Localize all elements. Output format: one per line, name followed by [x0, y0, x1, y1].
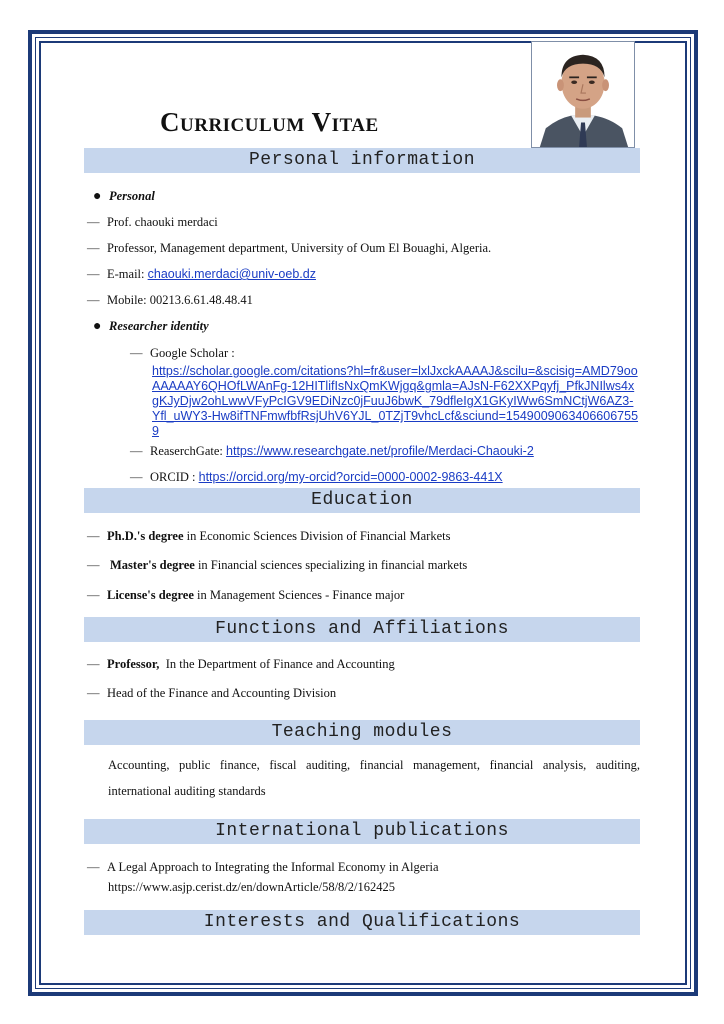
function-head: Head of the Finance and Accounting Division: [107, 686, 337, 700]
section-header-teaching-modules: Teaching modules: [84, 720, 640, 745]
dash-icon: —: [87, 588, 100, 602]
education-degree: Ph.D.'s degree: [107, 529, 184, 543]
section-header-functions-affiliations: Functions and Affiliations: [84, 617, 640, 642]
email-link[interactable]: chaouki.merdaci@univ-oeb.dz: [147, 267, 316, 281]
section-header-interests-qualifications: Interests and Qualifications: [84, 910, 640, 935]
teaching-modules-text: Accounting, public finance, fiscal auditing, financial management, financial analysis, auditing, international auditing standards: [108, 758, 640, 798]
cv-title: Curriculum Vitae: [160, 107, 379, 137]
profile-photo: [531, 41, 635, 148]
education-item: [87, 528, 450, 544]
dash-icon: —: [87, 241, 100, 255]
bullet-researcher-identity: [87, 318, 209, 335]
dash-icon: —: [87, 686, 100, 700]
section-header-education: Education: [84, 488, 640, 513]
personal-mobile-line: [87, 292, 253, 308]
personal-email-line: [87, 266, 316, 282]
personal-position-line: [87, 240, 491, 256]
dash-icon: —: [87, 558, 100, 572]
orcid-link[interactable]: https://orcid.org/my-orcid?orcid=0000-0002-9863-441X: [198, 470, 503, 484]
dash-icon: —: [87, 860, 100, 874]
publication-title: A Legal Approach to Integrating the Informal Economy in Algeria: [107, 860, 439, 874]
orcid-line: [130, 469, 503, 485]
google-scholar-link[interactable]: https://scholar.google.com/citations?hl=fr&user=lxlJxckAAAAJ&scilu=&scisig=AMD79ooAAAAAY6QHOfLWAnFg-12HITlifIsNxQmKWjgq&gmla=AJsN-F62XXPqyfj_PfkJNIlws4xgKJyDjw2ohLwwVFyPcIGV9EDiNzc0jFuuJ6bwK_79dfleIgX1GKyIWw6SmNCtjW6AZ3-Yfl_uWY3-Hw8ifTNFmwfbfRsjUhV6YJL_0TZjT9vhcLcf&sciund=15490090634066067559: [152, 364, 639, 438]
bullet-researcher-label: Researcher identity: [109, 319, 209, 333]
researchgate-link[interactable]: https://www.researchgate.net/profile/Merdaci-Chaouki-2: [226, 444, 534, 458]
bullet-personal: [87, 188, 155, 205]
function-role: Professor,: [107, 657, 160, 671]
personal-name-line: [87, 214, 218, 230]
education-detail: in Management Sciences - Finance major: [193, 588, 405, 602]
mobile-number: Mobile: 00213.6.61.48.48.41: [107, 293, 253, 307]
personal-position: Professor, Management department, University of Oum El Bouaghi, Algeria.: [107, 241, 492, 255]
portrait-image: [532, 42, 634, 147]
dash-icon: —: [130, 444, 143, 458]
bullet-icon: ●: [93, 319, 102, 334]
email-label: E-mail:: [107, 267, 148, 281]
education-item: [87, 557, 467, 573]
dash-icon: —: [87, 267, 100, 281]
bullet-icon: ●: [93, 189, 102, 204]
dash-icon: —: [87, 657, 100, 671]
dash-icon: —: [130, 470, 143, 484]
publication-url[interactable]: https://www.asjp.cerist.dz/en/downArticle/58/8/2/162425: [108, 880, 395, 894]
education-degree: License's degree: [107, 588, 194, 602]
orcid-label: ORCID :: [150, 470, 199, 484]
researchgate-line: [130, 443, 534, 459]
google-scholar-line: [130, 345, 235, 361]
function-item: [87, 656, 395, 672]
google-scholar-label: Google Scholar :: [150, 346, 235, 360]
section-header-international-publications: International publications: [84, 819, 640, 844]
researchgate-label: ReaserchGate:: [150, 444, 227, 458]
publication-item: [87, 859, 439, 875]
education-degree: Master's degree: [110, 558, 195, 572]
dash-icon: —: [87, 215, 100, 229]
personal-name: Prof. chaouki merdaci: [107, 215, 218, 229]
function-role-detail: In the Department of Finance and Accounting: [159, 657, 395, 671]
section-header-personal-information: Personal information: [84, 148, 640, 173]
dash-icon: —: [87, 293, 100, 307]
dash-icon: —: [130, 346, 143, 360]
education-item: [87, 587, 404, 603]
function-item: [87, 685, 336, 701]
education-detail: in Economic Sciences Division of Financial Markets: [183, 529, 451, 543]
bullet-personal-label: Personal: [109, 189, 155, 203]
education-detail: in Financial sciences specializing in financial markets: [194, 558, 468, 572]
dash-icon: —: [87, 529, 100, 543]
